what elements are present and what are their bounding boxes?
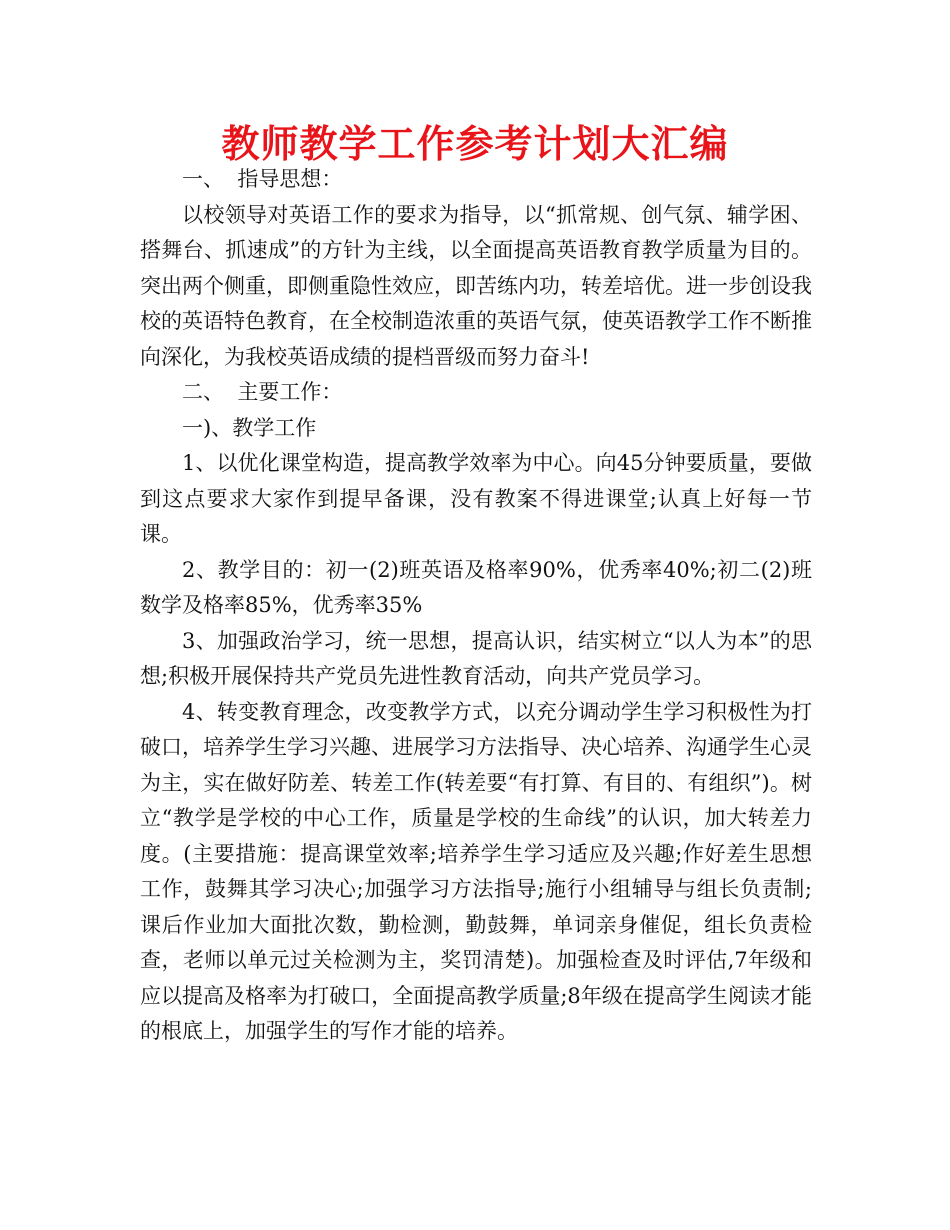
document-title: 教师教学工作参考计划大汇编 [221, 122, 729, 166]
document-body [140, 162, 812, 1050]
paragraph-item-4: 4、转变教育理念，改变教学方式，以充分调动学生学习积极性为打破口，培养学生学习兴趣、进展学习方法指导、决心培养、沟通学生心灵为主，实在做好防差、转差工作(转差要“有打算、有目的、有组织”)。树立“教学是学校的中心工作，质量是学校的生命线”的认识，加大转差力度。(主要措施：提高课堂效率;培养学生学习适应及兴趣;作好差生思想工作，鼓舞其学习决心;加强学习方法指导;施行小组辅导与组长负责制;课后作业加大面批次数，勤检测，勤鼓舞，单词亲身催促，组长负责检查，老师以单元过关检测为主，奖罚清楚)。加强检查及时评估,7年级和应以提高及格率为打破口，全面提高教学质量;8年级在提高学生阅读才能的根底上，加强学生的写作才能的培养。 [140, 699, 812, 1043]
section-heading-guiding-ideology: 一、 指导思想： [182, 167, 343, 191]
paragraph-guiding-ideology: 以校领导对英语工作的要求为指导，以“抓常规、创气氛、辅学困、搭舞台、抓速成”的方针为主线，以全面提高英语教育教学质量为目的。突出两个侧重，即侧重隐性效应，即苦练内功，转差培优。进一步创设我校的英语特色教育，在全校制造浓重的英语气氛，使英语教学工作不断推向深化，为我校英语成绩的提档晋级而努力奋斗! [140, 202, 812, 369]
subsection-heading-teaching-work: 一)、教学工作 [182, 415, 317, 440]
paragraph-item-1: 1、以优化课堂构造，提高教学效率为中心。向45分钟要质量，要做到这点要求大家作到提早备课，没有教案不得进课堂;认真上好每一节课。 [140, 451, 812, 546]
paragraph-item-2: 2、教学目的：初一(2)班英语及格率90%，优秀率40%;初二(2)班数学及格率85%，优秀率35% [140, 557, 812, 617]
paragraph-item-3: 3、加强政治学习，统一思想，提高认识，结实树立“以人为本”的思想;积极开展保持共产党员先进性教育活动，向共产党员学习。 [140, 628, 812, 688]
section-heading-main-work: 二、 主要工作： [182, 380, 343, 404]
